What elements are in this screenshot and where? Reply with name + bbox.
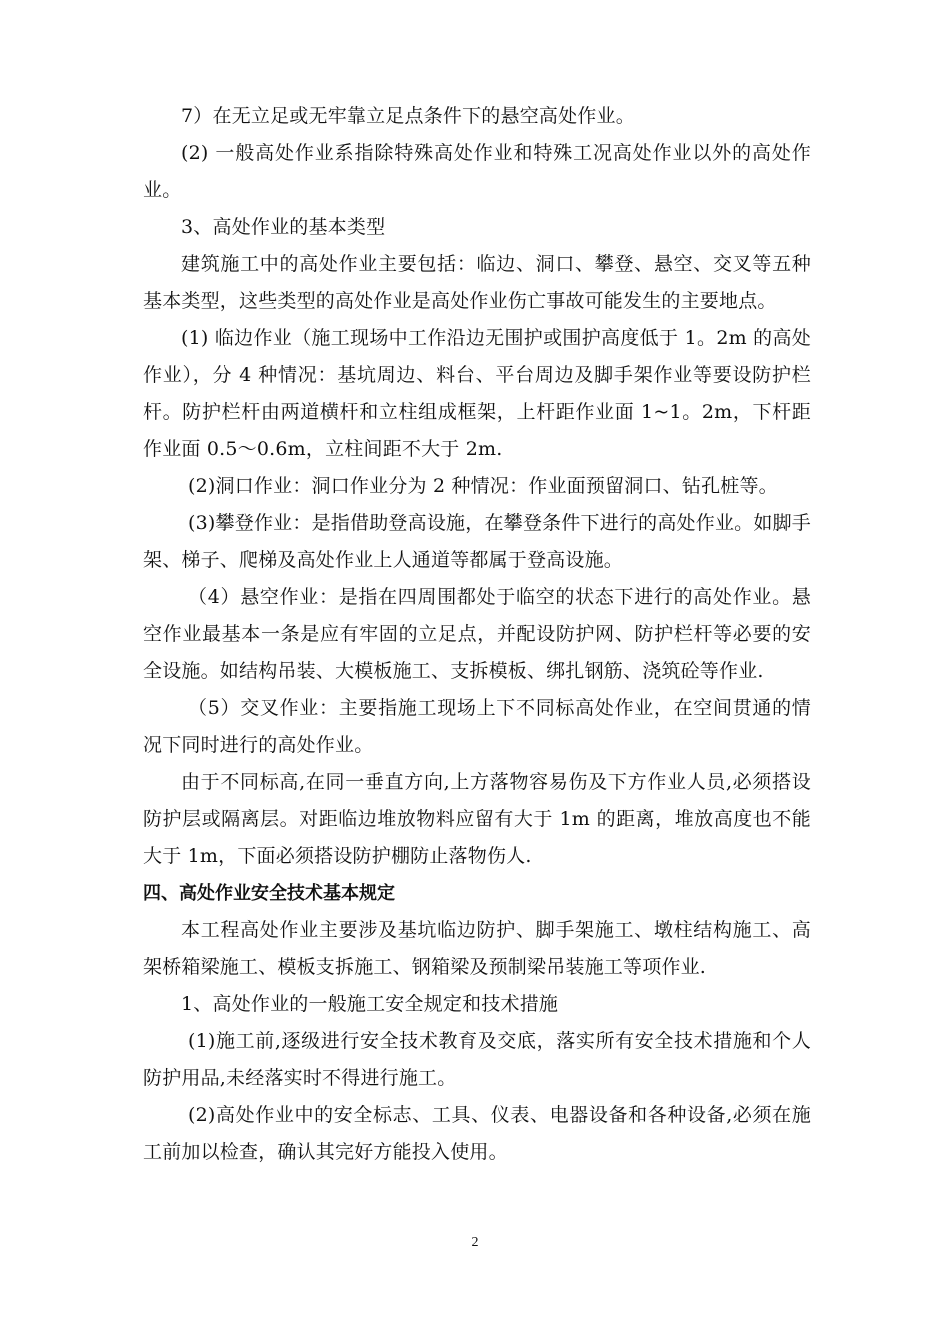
paragraph-7: (3)攀登作业：是指借助登高设施，在攀登条件下进行的高处作业。如脚手架、梯子、爬梯及高处作业上人通道等都属于登高设施。: [143, 512, 811, 571]
paragraph-13: (1)施工前,逐级进行安全技术教育及交底，落实所有安全技术措施和个人防护用品,未经落实时不得进行施工。: [143, 1030, 811, 1089]
paragraph-3: 3、高处作业的基本类型: [181, 216, 386, 238]
paragraph-5: (1) 临边作业（施工现场中工作沿边无围护或围护高度低于 1。2m 的高处作业），分 4 种情况：基坑周边、料台、平台周边及脚手架作业等要设防护栏杆。防护栏杆由两道横杆和立柱组成框架，上杆距作业面 1~1。2m，下杆距作业面 0.5～0.6m，立柱间距不大于 2m.: [143, 327, 811, 460]
section-heading: 四、高处作业安全技术基本规定: [143, 883, 395, 904]
paragraph-1: 7）在无立足或无牢靠立足点条件下的悬空高处作业。: [181, 105, 635, 127]
paragraph-12: 1、高处作业的一般施工安全规定和技术措施: [181, 993, 559, 1015]
paragraph-9: （5）交叉作业：主要指施工现场上下不同标高处作业，在空间贯通的情况下同时进行的高处作业。: [143, 697, 811, 756]
document-body: [143, 98, 811, 1171]
paragraph-2: (2) 一般高处作业系指除特殊高处作业和特殊工况高处作业以外的高处作业。: [143, 142, 811, 201]
paragraph-8: （4）悬空作业：是指在四周围都处于临空的状态下进行的高处作业。悬空作业最基本一条是应有牢固的立足点，并配设防护网、防护栏杆等必要的安全设施。如结构吊装、大模板施工、支拆模板、绑扎钢筋、浇筑砼等作业.: [143, 586, 811, 682]
page-number: 2: [471, 1235, 479, 1250]
paragraph-4: 建筑施工中的高处作业主要包括：临边、洞口、攀登、悬空、交叉等五种基本类型，这些类型的高处作业是高处作业伤亡事故可能发生的主要地点。: [143, 253, 811, 312]
paragraph-14: (2)高处作业中的安全标志、工具、仪表、电器设备和各种设备,必须在施工前加以检查，确认其完好方能投入使用。: [143, 1104, 811, 1163]
paragraph-10: 由于不同标高,在同一垂直方向,上方落物容易伤及下方作业人员,必须搭设防护层或隔离层。对距临边堆放物料应留有大于 1m 的距离，堆放高度也不能大于 1m，下面必须搭设防护棚防止落物伤人.: [143, 771, 811, 867]
paragraph-11: 本工程高处作业主要涉及基坑临边防护、脚手架施工、墩柱结构施工、高架桥箱梁施工、模板支拆施工、钢箱梁及预制梁吊装施工等项作业.: [143, 919, 811, 978]
paragraph-6: (2)洞口作业：洞口作业分为 2 种情况：作业面预留洞口、钻孔桩等。: [188, 475, 778, 497]
